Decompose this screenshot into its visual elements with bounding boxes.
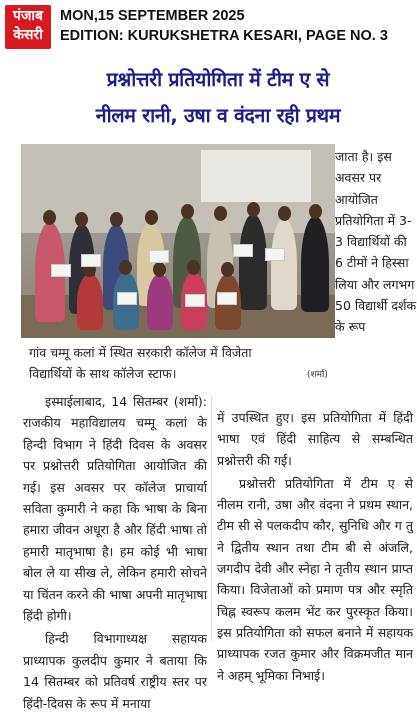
photo-projector-screen (201, 150, 311, 202)
photo-head (43, 210, 56, 225)
edition-info: EDITION: KURUKSHETRA KESARI, PAGE NO. 3 (60, 28, 388, 44)
photo-person (301, 216, 329, 312)
headline-line-1: प्रश्नोत्तरी प्रतियोगिता में टीम ए से (106, 68, 330, 91)
right-column-text: जाता है। इस अवसर पर आयोजित प्रतियोगिता में 3-3 विद्यार्थियों की 6 टीमों ने हिस्सा लिया और लगभग 50 विद्यार्थी दर्शक के रूप (335, 149, 417, 335)
caption-line-1: गांव चम्मू कलां में स्थित सरकारी कॉलेज में विजेता (29, 345, 252, 360)
photo-head (214, 206, 227, 221)
left-paragraph-1: इस्माईलाबाद, 14 सितम्बर (शर्मा): राजकीय महाविद्यालय चम्मू कलां के हिन्दी विभाग ने हिंदी दिवस के अवसर पर प्रश्नोत्तरी प्रतियोगिता आयोजित की गई। इस अवसर पर कॉलेज प्राचार्या सविता कुमारी ने कहा कि भाषा के बिना हमारा जीवन अधूरा है और हिंदी भाषा तो हमारी मातृभाषा है। हम कोई भी भाषा बोल ले या सीख ले, लेकिन हमारी सोचने या चिंतन करने की भाषा अपनी मातृभाषा हिंदी होगी। (23, 394, 207, 624)
photo-head (187, 260, 200, 275)
edition-meta (60, 6, 388, 46)
photo-person (239, 214, 267, 310)
photo-certificate (185, 294, 205, 307)
photo-certificate (265, 248, 285, 261)
photo-head (221, 262, 234, 277)
photo-person (77, 274, 103, 330)
photo-person (147, 274, 173, 330)
photo-head (75, 212, 88, 227)
photo-credit: (शर्मा) (307, 370, 328, 380)
punjab-kesari-logo (5, 5, 51, 49)
photo-head (153, 262, 166, 277)
column-divider (211, 396, 212, 641)
photo-head (145, 210, 158, 225)
photo-caption (29, 342, 329, 386)
middle-column (217, 407, 413, 688)
photo-certificate (117, 292, 137, 305)
headline-line-2: नीलम रानी, उषा व वंदना रही प्रथम (95, 104, 341, 127)
middle-paragraph-2: प्रश्नोत्तरी प्रतियोगिता में टीम ए से नीलम रानी, उषा और वंदना ने प्रथम स्थान, टीम सी से पलकदीप कौर, सुनिधि और ग तु ने द्वितीय स्थान तथा टीम बी से अंजलि, जगदीप देवी और स्नेहा ने तृतीय स्थान प्राप्त किया। विजेताओं को प्रमाण पत्र और स्मृति चिह्न स्वरूप कलम भेंट कर पुरस्कृत किया। इस प्रतियोगिता को सफल बनाने में सहायक प्राध्यापक रजत कुमार और विक्रमजीत मान ने अहम् भूमिका निभाई। (217, 475, 413, 683)
photo-head (278, 206, 291, 221)
left-paragraph-2: हिन्दी विभागाध्यक्ष सहायक प्राध्यापक कुलदीप कुमार ने बताया कि 14 सितम्बर को प्रतिवर्ष राष्ट्रीय स्तर पर हिंदी-दिवस के रूप में मनाया (23, 631, 207, 711)
photo-head (309, 204, 322, 219)
photo-certificate (51, 264, 71, 277)
photo-head (110, 212, 123, 227)
group-photo (21, 144, 335, 338)
photo-head (119, 260, 132, 275)
publication-date: MON,15 SEPTEMBER 2025 (60, 8, 245, 24)
news-clipping (17, 58, 417, 711)
caption-line-2: विद्यार्थियों के साथ कॉलेज स्टाफ। (29, 366, 177, 381)
masthead (0, 0, 417, 56)
logo-line-2: केसरी (13, 27, 43, 43)
photo-head (247, 202, 260, 217)
photo-certificate (149, 250, 169, 263)
photo-certificate (217, 292, 237, 305)
middle-paragraph-1: में उपस्थित हुए। इस प्रतियोगिता में हिंदी भाषा एवं हिंदी साहित्य से सम्बन्धित प्रश्नोत्तरी की गई। (217, 410, 413, 468)
photo-person (271, 218, 297, 310)
left-column (23, 391, 207, 716)
photo-head (181, 204, 194, 219)
photo-certificate (233, 244, 253, 257)
logo-line-1: पंजाब (13, 8, 43, 24)
article-headline (29, 62, 407, 140)
photo-certificate (81, 254, 101, 267)
